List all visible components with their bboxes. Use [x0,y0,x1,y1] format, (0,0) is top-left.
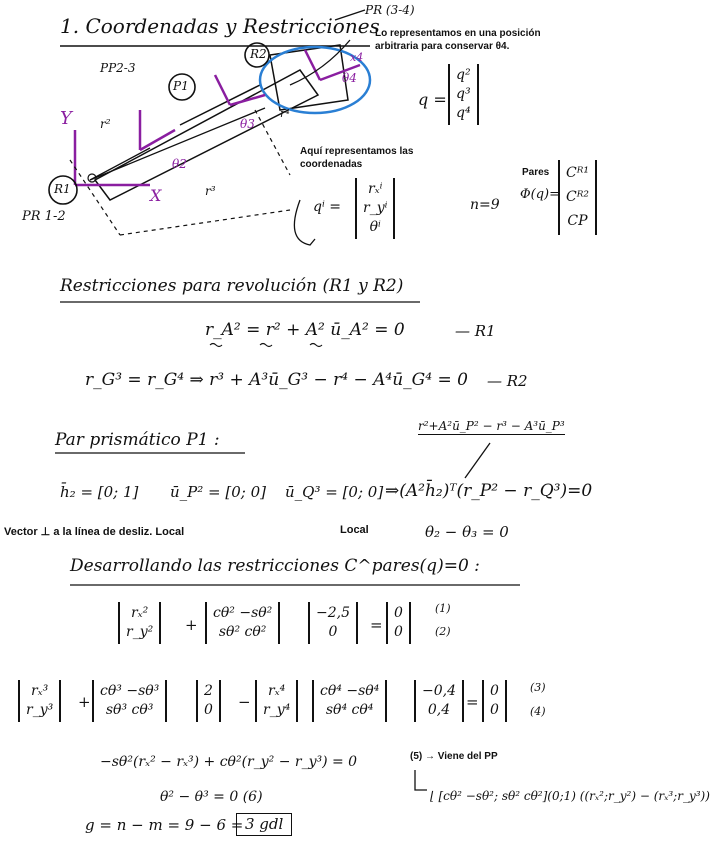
theta4-label: θ4 [342,71,357,85]
theta2-label: θ2 [172,157,187,171]
eq-r1: r_A² = r² + A² ū_A² = 0 [205,320,405,340]
eq-tag-3: (3) [530,681,546,694]
theta3-label: θ3 [240,117,255,131]
eq-5: −sθ²(rₓ² − rₓ³) + cθ²(r_y² − r_y³) = 0 [100,754,358,770]
vector-r3-label: r³ [205,184,216,198]
eq-r2-tag: — R2 [487,372,528,390]
plus-sign: + [78,693,91,711]
phi-prefix: Pares [522,167,550,178]
note-prismatic-expression: r²+A²ū_P² − r³ − A³ū_P³ [418,419,565,433]
eqA-vector: −2,5 0 [308,602,358,644]
eqB-lhs1: rₓ³ r_y³ [18,680,61,722]
equals-sign: = [370,616,383,634]
q-matrix: q² q³ q⁴ [448,64,479,125]
pp-expansion: ⌊ [cθ² −sθ²; sθ² cθ²](0;1) ((rₓ²;r_y²) − (rₓ³;r_y³)) [430,789,710,803]
heading-revolucion: Restricciones para revolución (R1 y R2) [60,276,404,296]
eqB-rhs: 0 0 [482,680,507,722]
label-r2: R2 [250,47,267,61]
eq-tag-2: (2) [435,625,451,638]
axis-x-label: X [150,186,162,205]
plus-sign: + [185,616,198,634]
note-arbitrary-position: Lo representamos en una posición arbitraria para conservar θ4. [375,28,541,52]
note-vector-perp: Vector ⊥ a la línea de desliz. Local [4,526,185,538]
equals-sign: = [466,693,479,711]
n-value: n=9 [470,197,500,213]
label-r1: R1 [54,182,71,196]
eqB-lhs2: rₓ⁴ r_y⁴ [255,680,298,722]
eq-r1-tag: — R1 [455,322,496,340]
phi-lhs: Φ(q)= [520,187,561,202]
heading-desarrollo: Desarrollando las restricciones C^pares(q)=0 : [70,556,480,576]
axis-y-label: Y [60,108,72,129]
x4-label: x4 [350,51,364,64]
page-title: 1. Coordenadas y Restricciones [60,14,380,38]
minus-sign: − [238,693,251,711]
note-coords: Aquí representamos las coordenadas [300,146,414,170]
vector-r2-label: r² [100,117,111,131]
qi-lhs: qⁱ = [313,199,341,215]
eqB-rotation1: cθ³ −sθ³ sθ³ cθ³ [92,680,167,722]
label-pr34: PR (3-4) [365,3,415,17]
eq-6: θ² − θ³ = 0 (6) [160,789,263,805]
label-pp23: PP2-3 [100,61,136,75]
eq-5-tag: (5) → Viene del PP [410,751,498,762]
theta-equation: θ₂ − θ₃ = 0 [425,523,509,541]
eqB-vector2: −0,4 0,4 [414,680,464,722]
eq-tag-4: (4) [530,705,546,718]
eq-r2: r_G³ = r_G⁴ ⇒ r³ + A³ū_G³ − r⁴ − A⁴ū_G⁴ = 0 [85,370,468,390]
eqB-rotation2: cθ⁴ −sθ⁴ sθ⁴ cθ⁴ [312,680,387,722]
slider-link [95,70,318,200]
q-lhs: q = [418,90,447,109]
phi-matrix: Cᴿ¹ Cᴿ² CP [558,160,597,235]
gdl-result-box: 3 gdl [236,813,292,836]
gdl-equation: g = n − m = 9 − 6 = [85,816,244,834]
eqA-rhs: 0 0 [386,602,411,644]
vector-r4-label: r⁴ [280,107,290,120]
note-local: Local [340,524,369,536]
eqB-vector1: 2 0 [196,680,221,722]
uq3-vector: ū_Q³ = [0; 0] [285,483,384,501]
eqA-lhs: rₓ² r_y² [118,602,161,644]
heading-prismatica: Par prismático P1 : [55,430,220,450]
label-pr12: PR 1-2 [22,209,66,224]
eq-tag-1: (1) [435,602,451,615]
h2-vector: h̄₂ = [0; 1] [60,483,139,501]
up2-vector: ū_P² = [0; 0] [170,483,266,501]
eqA-rotation: cθ² −sθ² sθ² cθ² [205,602,280,644]
label-p1: P1 [173,79,189,93]
qi-matrix: rₓⁱ r_yⁱ θⁱ [355,178,395,239]
prismatic-constraint: ⇒(A²h̄₂)ᵀ(r_P² − r_Q³)=0 [385,481,593,501]
